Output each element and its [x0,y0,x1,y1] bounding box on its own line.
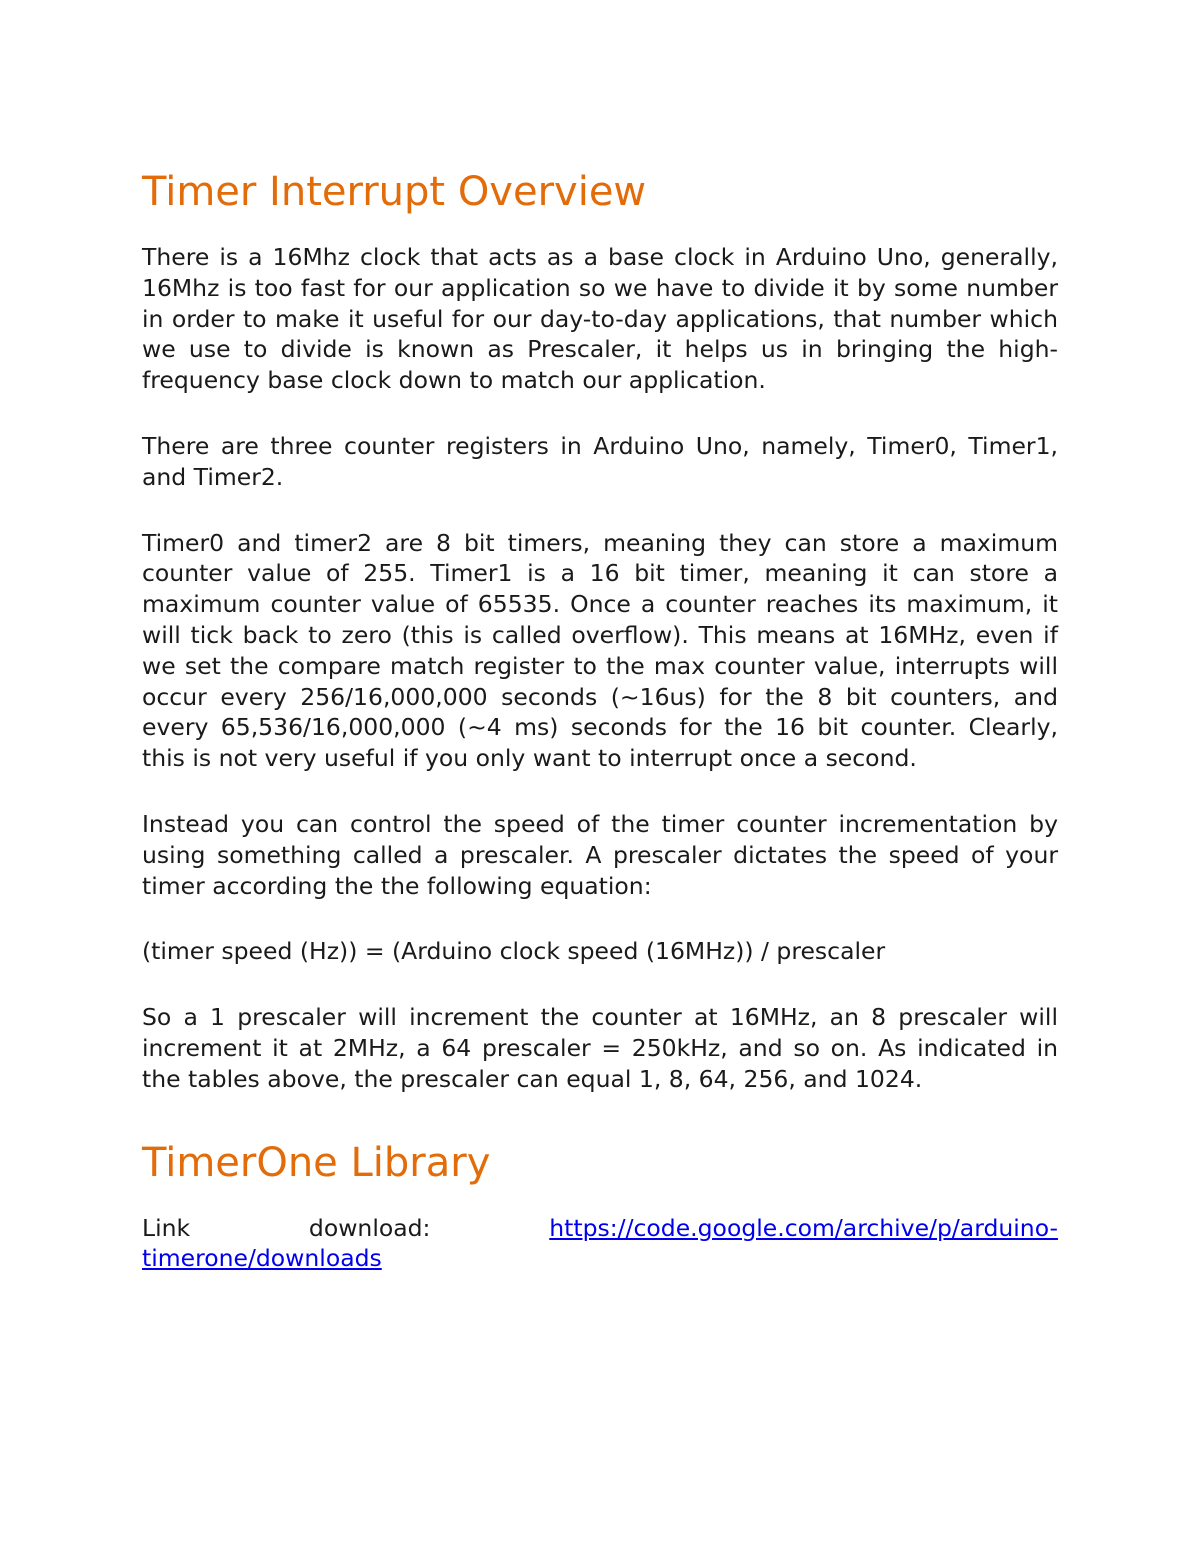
paragraph-timer-bits: Timer0 and timer2 are 8 bit timers, meaning they can store a maximum counter value of 255. Timer1 is a 16 bit timer, meaning it can store a maximum counter value of 65535. Once a counter reaches its maximum, it will tick back to zero (this is called overflow). This means at 16MHz, even if we set the compare match register to the max counter value, interrupts will occur every 256/16,000,000 seconds (~16us) for the 8 bit counters, and every 65,536/16,000,000 (~4 ms) seconds for the 16 bit counter. Clearly, this is not very useful if you only want to interrupt once a second. [142,528,1058,773]
paragraph-16mhz-clock: There is a 16Mhz clock that acts as a base clock in Arduino Uno, generally, 16Mhz is too fast for our application so we have to divide it by some number in order to make it useful for our day-to-day applications, that number which we use to divide is known as Prescaler, it helps us in bringing the high-frequency base clock down to match our application. [142,243,1058,395]
timerone-download-link[interactable]: https://code.google.com/archive/p/arduino-timerone/downloads [142,1213,1058,1273]
heading-timer-interrupt-overview: Timer Interrupt Overview [142,169,647,215]
heading-timerone-library: TimerOne Library [142,1139,491,1186]
document-page [142,164,1058,1274]
paragraph-equation: (timer speed (Hz)) = (Arduino clock speed (16MHz)) / prescaler [142,937,886,966]
paragraph-counter-registers: There are three counter registers in Arduino Uno, namely, Timer0, Timer1, and Timer2. [142,431,1058,491]
paragraph-link-download [142,1213,1058,1275]
paragraph-prescaler-intro: Instead you can control the speed of the timer counter incrementation by using something called a prescaler. A prescaler dictates the speed of your timer according the the following equation: [142,809,1058,900]
link-download-label: Link download: [142,1213,431,1242]
paragraph-prescaler-values: So a 1 prescaler will increment the counter at 16MHz, an 8 prescaler will increment it at 2MHz, a 64 prescaler = 250kHz, and so on. As indicated in the tables above, the prescaler can equal 1, 8, 64, 256, and 1024. [142,1003,1058,1093]
